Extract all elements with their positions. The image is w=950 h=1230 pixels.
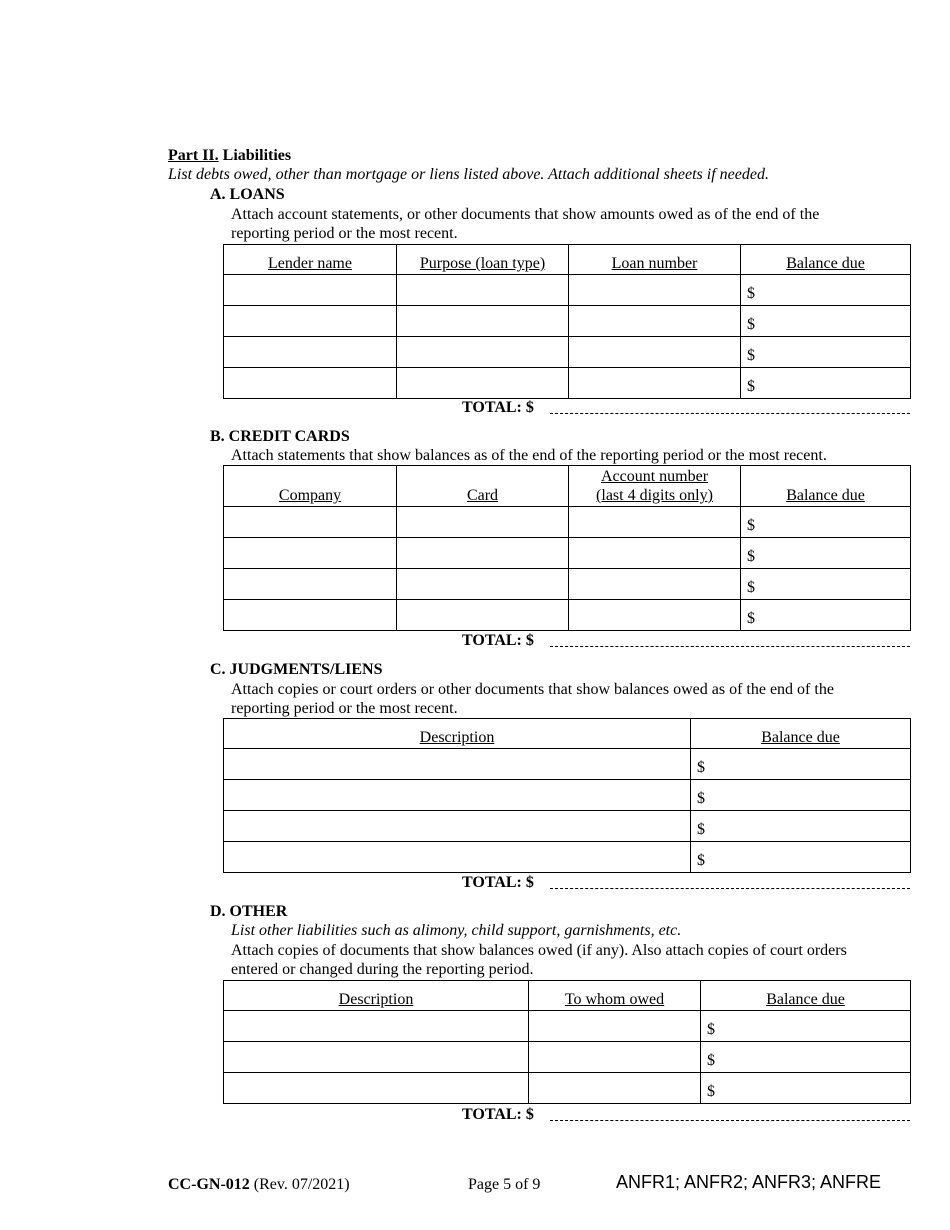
cards-col-account: Account number (last 4 digits only) bbox=[569, 466, 741, 507]
cards-col-balance: Balance due bbox=[741, 466, 911, 507]
card-input[interactable] bbox=[397, 538, 569, 569]
loans-col-balance: Balance due bbox=[741, 245, 911, 275]
table-row bbox=[224, 306, 911, 337]
part-title: Liabilities bbox=[222, 147, 292, 164]
loans-total-field[interactable] bbox=[550, 413, 910, 414]
judgments-text-line2: reporting period or the most recent. bbox=[231, 700, 458, 717]
table-header-row bbox=[224, 981, 911, 1011]
account-input[interactable] bbox=[569, 538, 741, 569]
table-row bbox=[224, 507, 911, 538]
description-input[interactable] bbox=[224, 1042, 529, 1073]
balance-input[interactable]: $ bbox=[741, 538, 911, 569]
cards-heading: B. CREDIT CARDS bbox=[210, 428, 350, 445]
judgments-col-description: Description bbox=[224, 719, 691, 749]
page-number: Page 5 of 9 bbox=[468, 1176, 541, 1193]
table-row bbox=[224, 538, 911, 569]
table-row bbox=[224, 569, 911, 600]
purpose-input[interactable] bbox=[397, 368, 569, 399]
balance-input[interactable]: $ bbox=[741, 275, 911, 306]
card-input[interactable] bbox=[397, 600, 569, 631]
balance-input[interactable]: $ bbox=[691, 811, 911, 842]
description-input[interactable] bbox=[224, 1011, 529, 1042]
other-text-italic: List other liabilities such as alimony, child support, garnishments, etc. bbox=[231, 922, 682, 939]
table-row bbox=[224, 368, 911, 399]
lender-input[interactable] bbox=[224, 337, 397, 368]
table-row bbox=[224, 337, 911, 368]
card-input[interactable] bbox=[397, 507, 569, 538]
form-revision: (Rev. 07/2021) bbox=[253, 1176, 350, 1193]
judgments-total-field[interactable] bbox=[550, 888, 910, 889]
table-row bbox=[224, 780, 911, 811]
purpose-input[interactable] bbox=[397, 337, 569, 368]
other-total-label: TOTAL: $ bbox=[462, 1106, 534, 1123]
description-input[interactable] bbox=[224, 811, 691, 842]
company-input[interactable] bbox=[224, 600, 397, 631]
judgments-col-balance: Balance due bbox=[691, 719, 911, 749]
other-col-whom: To whom owed bbox=[529, 981, 701, 1011]
whom-input[interactable] bbox=[529, 1073, 701, 1104]
table-row bbox=[224, 600, 911, 631]
table-row bbox=[224, 749, 911, 780]
other-text-line1: Attach copies of documents that show balances owed (if any). Also attach copies of court orders bbox=[231, 942, 847, 959]
table-row bbox=[224, 811, 911, 842]
account-input[interactable] bbox=[569, 569, 741, 600]
balance-input[interactable]: $ bbox=[691, 780, 911, 811]
loan-number-input[interactable] bbox=[569, 337, 741, 368]
balance-input[interactable]: $ bbox=[741, 368, 911, 399]
part-label: Part II. bbox=[168, 147, 219, 164]
loan-number-input[interactable] bbox=[569, 306, 741, 337]
balance-input[interactable]: $ bbox=[701, 1073, 911, 1104]
balance-input[interactable]: $ bbox=[741, 507, 911, 538]
cards-total-label: TOTAL: $ bbox=[462, 632, 534, 649]
purpose-input[interactable] bbox=[397, 306, 569, 337]
loans-total-label: TOTAL: $ bbox=[462, 399, 534, 416]
loans-table bbox=[223, 244, 911, 399]
whom-input[interactable] bbox=[529, 1042, 701, 1073]
loans-col-number: Loan number bbox=[569, 245, 741, 275]
form-codes: ANFR1; ANFR2; ANFR3; ANFRE bbox=[616, 1172, 882, 1192]
company-input[interactable] bbox=[224, 569, 397, 600]
balance-input[interactable]: $ bbox=[741, 600, 911, 631]
lender-input[interactable] bbox=[224, 275, 397, 306]
cards-table bbox=[223, 465, 911, 631]
company-input[interactable] bbox=[224, 507, 397, 538]
card-input[interactable] bbox=[397, 569, 569, 600]
judgments-text-line1: Attach copies or court orders or other documents that show balances owed as of the end of the bbox=[231, 681, 834, 698]
balance-input[interactable]: $ bbox=[741, 569, 911, 600]
account-input[interactable] bbox=[569, 507, 741, 538]
balance-input[interactable]: $ bbox=[741, 337, 911, 368]
other-table bbox=[223, 980, 911, 1104]
loan-number-input[interactable] bbox=[569, 368, 741, 399]
part-heading bbox=[168, 146, 291, 165]
company-input[interactable] bbox=[224, 538, 397, 569]
table-header-row bbox=[224, 466, 911, 507]
account-input[interactable] bbox=[569, 600, 741, 631]
cards-col-company: Company bbox=[224, 466, 397, 507]
lender-input[interactable] bbox=[224, 368, 397, 399]
purpose-input[interactable] bbox=[397, 275, 569, 306]
form-number: CC-GN-012 bbox=[168, 1176, 250, 1193]
table-header-row bbox=[224, 245, 911, 275]
other-total-field[interactable] bbox=[550, 1120, 910, 1121]
other-text-line2: entered or changed during the reporting period. bbox=[231, 961, 534, 978]
description-input[interactable] bbox=[224, 749, 691, 780]
description-input[interactable] bbox=[224, 780, 691, 811]
cards-col-card: Card bbox=[397, 466, 569, 507]
whom-input[interactable] bbox=[529, 1011, 701, 1042]
other-col-balance: Balance due bbox=[701, 981, 911, 1011]
judgments-heading: C. JUDGMENTS/LIENS bbox=[210, 661, 383, 678]
balance-input[interactable]: $ bbox=[701, 1042, 911, 1073]
table-row bbox=[224, 842, 911, 873]
loans-col-lender: Lender name bbox=[224, 245, 397, 275]
footer-form-id bbox=[168, 1175, 350, 1194]
other-col-description: Description bbox=[224, 981, 529, 1011]
loans-text-line2: reporting period or the most recent. bbox=[231, 225, 458, 242]
loans-col-purpose: Purpose (loan type) bbox=[397, 245, 569, 275]
loan-number-input[interactable] bbox=[569, 275, 741, 306]
judgments-total-label: TOTAL: $ bbox=[462, 874, 534, 891]
description-input[interactable] bbox=[224, 842, 691, 873]
balance-input[interactable]: $ bbox=[691, 749, 911, 780]
lender-input[interactable] bbox=[224, 306, 397, 337]
table-row bbox=[224, 1073, 911, 1104]
table-row bbox=[224, 275, 911, 306]
balance-input[interactable]: $ bbox=[701, 1011, 911, 1042]
part-instruction: List debts owed, other than mortgage or liens listed above. Attach additional sheets if needed. bbox=[168, 166, 769, 183]
balance-input[interactable]: $ bbox=[691, 842, 911, 873]
loans-heading: A. LOANS bbox=[210, 186, 285, 203]
table-header-row bbox=[224, 719, 911, 749]
table-row bbox=[224, 1011, 911, 1042]
balance-input[interactable]: $ bbox=[741, 306, 911, 337]
cards-text-line1: Attach statements that show balances as of the end of the reporting period or the most recent. bbox=[231, 447, 827, 464]
other-heading: D. OTHER bbox=[210, 903, 288, 920]
judgments-table bbox=[223, 718, 911, 873]
description-input[interactable] bbox=[224, 1073, 529, 1104]
loans-text-line1: Attach account statements, or other documents that show amounts owed as of the end of the bbox=[231, 206, 820, 223]
cards-total-field[interactable] bbox=[550, 646, 910, 647]
table-row bbox=[224, 1042, 911, 1073]
